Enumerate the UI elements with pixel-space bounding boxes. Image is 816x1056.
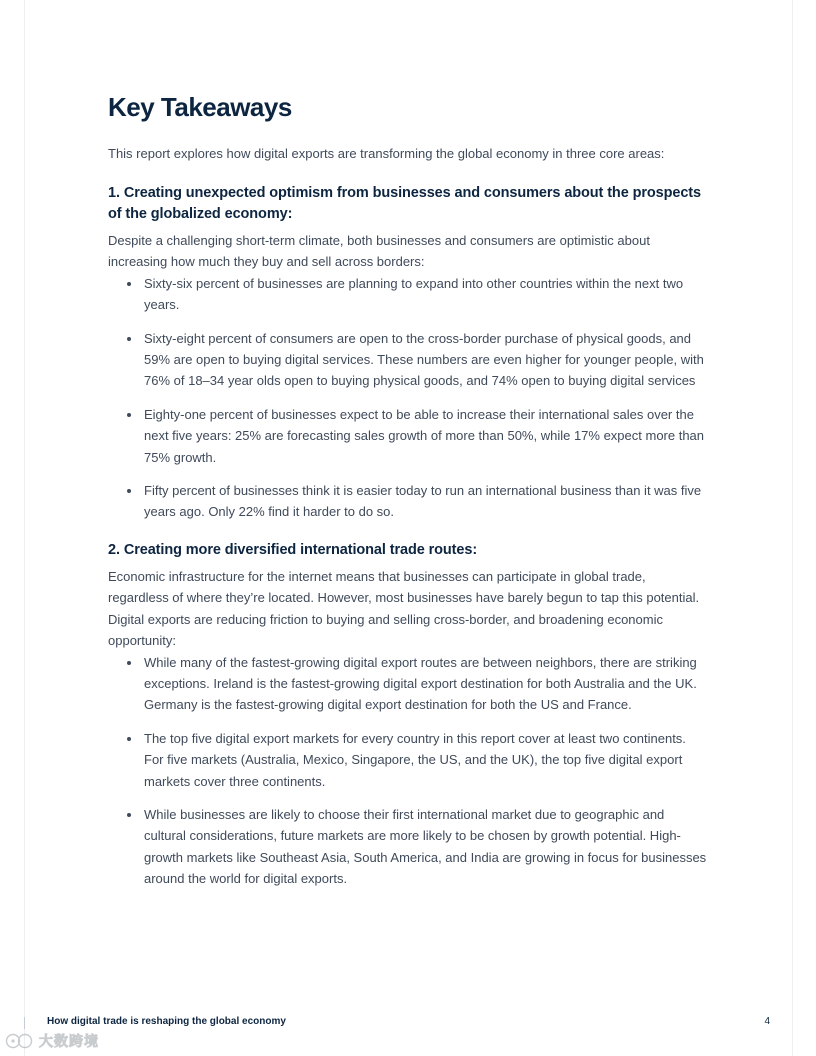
page-border-right xyxy=(792,0,793,1056)
page-border-left xyxy=(24,0,25,1056)
bullet-item: Eighty-one percent of businesses expect to be able to increase their international sales over the next five years: 25% are forecasting sales growth of more than 50%, while 17% expect more than 75% growth. xyxy=(108,404,708,468)
section-lead: Economic infrastructure for the internet means that businesses can participate in global trade, regardless of where they’re located. However, most businesses have barely begun to tap this potential. Digital exports are reducing friction to buying and selling cross-border, and broadening economic opportunity: xyxy=(108,568,700,649)
bullet-list xyxy=(108,273,708,523)
footer-title: How digital trade is reshaping the global economy xyxy=(47,1016,286,1027)
bullet-item: Sixty-eight percent of consumers are open to the cross-border purchase of physical goods, and 59% are open to buying digital services. These numbers are even higher for younger people, with 76% of 18–34 year olds open to buying physical goods, and 74% open to buying digital services xyxy=(108,328,708,392)
bullet-item: While many of the fastest-growing digital export routes are between neighbors, there are striking exceptions. Ireland is the fastest-growing digital export destination for both Australia and the UK. Germany is the fastest-growing digital export destination for both the US and France. xyxy=(108,652,708,716)
watermark xyxy=(4,1030,99,1052)
footer-divider xyxy=(24,1017,25,1029)
intro-text: This report explores how digital exports are transforming the global economy in three core areas: xyxy=(108,146,665,161)
page-footer xyxy=(24,1014,792,1034)
bullet-item: The top five digital export markets for every country in this report cover at least two continents. For five markets (Australia, Mexico, Singapore, the US, and the UK), the top five digital export markets cover three continents. xyxy=(108,728,708,792)
logo-icon xyxy=(4,1032,36,1050)
section-optimism xyxy=(108,183,708,523)
section-trade-routes xyxy=(108,540,708,890)
bullet-item: Sixty-six percent of businesses are planning to expand into other countries within the next two years. xyxy=(108,273,708,316)
section-heading: 2. Creating more diversified international trade routes: xyxy=(108,541,478,558)
bullet-item: While businesses are likely to choose their first international market due to geographic and cultural considerations, future markets are more likely to be chosen by growth potential. High-growth markets like Southeast Asia, South America, and India are growing in focus for businesses around the world for digital exports. xyxy=(108,804,708,890)
section-heading: 1. Creating unexpected optimism from businesses and consumers about the prospects of the globalized economy: xyxy=(108,185,701,222)
section-lead: Despite a challenging short-term climate, both businesses and consumers are optimistic about increasing how much they buy and sell across borders: xyxy=(108,233,650,270)
page-content xyxy=(108,90,708,890)
bullet-list xyxy=(108,652,708,890)
watermark-text: 大数跨境 xyxy=(39,1033,99,1049)
bullet-item: Fifty percent of businesses think it is easier today to run an international business than it was five years ago. Only 22% find it harder to do so. xyxy=(108,480,708,523)
page-number: 4 xyxy=(764,1016,770,1027)
page-title: Key Takeaways xyxy=(108,92,292,122)
